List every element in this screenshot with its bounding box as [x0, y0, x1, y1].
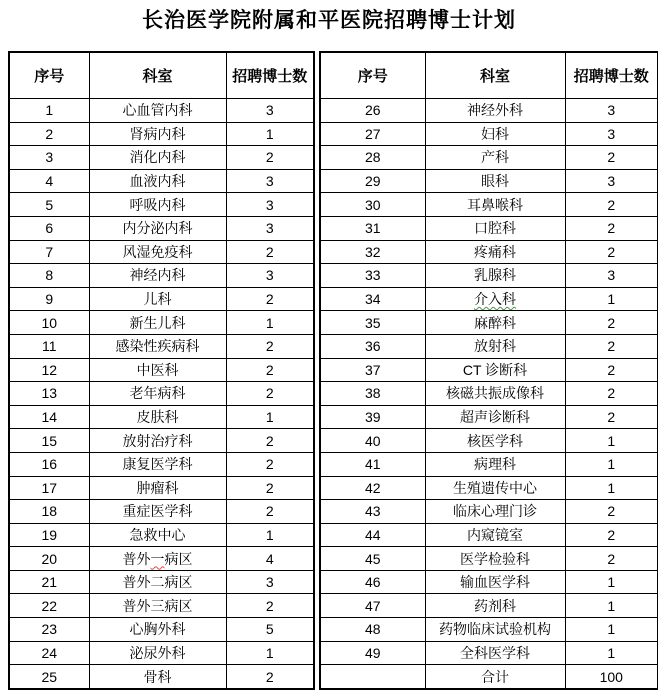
table-row — [9, 523, 314, 547]
department-name: 肿瘤科 — [89, 476, 226, 500]
row-serial-number: 41 — [320, 452, 425, 476]
table-row — [9, 146, 314, 170]
row-serial-number: 47 — [320, 594, 425, 618]
row-serial-number: 38 — [320, 382, 425, 406]
recruit-doctor-count: 2 — [226, 476, 314, 500]
row-serial-number: 16 — [9, 452, 89, 476]
recruit-doctor-count: 1 — [565, 287, 658, 311]
recruit-doctor-count: 2 — [565, 146, 658, 170]
row-serial-number: 15 — [9, 429, 89, 453]
table-row — [320, 547, 658, 571]
header-doctor-count: 招聘博士数 — [226, 52, 314, 99]
department-name: 病理科 — [425, 452, 565, 476]
row-serial-number: 36 — [320, 334, 425, 358]
department-name: 医学检验科 — [425, 547, 565, 571]
recruit-doctor-count: 3 — [226, 169, 314, 193]
table-row — [320, 382, 658, 406]
department-name: 妇科 — [425, 122, 565, 146]
department-name: 血液内科 — [89, 169, 226, 193]
row-serial-number: 13 — [9, 382, 89, 406]
row-serial-number: 24 — [9, 641, 89, 665]
department-name: 生殖遗传中心 — [425, 476, 565, 500]
table-row — [9, 618, 314, 642]
department-name: 消化内科 — [89, 146, 226, 170]
row-serial-number: 35 — [320, 311, 425, 335]
table-row — [9, 240, 314, 264]
table-row — [320, 358, 658, 382]
recruit-doctor-count: 1 — [565, 452, 658, 476]
recruit-doctor-count: 2 — [226, 382, 314, 406]
recruit-doctor-count: 1 — [565, 641, 658, 665]
header-row — [9, 52, 314, 99]
department-name: 普外三病区 — [89, 594, 226, 618]
table-row — [9, 169, 314, 193]
table-row — [320, 665, 658, 689]
row-serial-number: 32 — [320, 240, 425, 264]
recruit-doctor-count: 100 — [565, 665, 658, 689]
department-name: 麻醉科 — [425, 311, 565, 335]
recruit-doctor-count: 1 — [565, 429, 658, 453]
table-row — [320, 311, 658, 335]
department-name: 神经外科 — [425, 99, 565, 123]
department-name: 药剂科 — [425, 594, 565, 618]
department-name: 重症医学科 — [89, 500, 226, 524]
table-row — [320, 216, 658, 240]
recruit-doctor-count: 1 — [226, 311, 314, 335]
row-serial-number: 8 — [9, 264, 89, 288]
row-serial-number: 22 — [9, 594, 89, 618]
recruitment-table-right — [319, 51, 658, 690]
department-name: 药物临床试验机构 — [425, 618, 565, 642]
row-serial-number: 48 — [320, 618, 425, 642]
department-name: 康复医学科 — [89, 452, 226, 476]
department-name: 核磁共振成像科 — [425, 382, 565, 406]
recruit-doctor-count: 2 — [226, 452, 314, 476]
recruit-doctor-count: 2 — [226, 594, 314, 618]
department-name: 心胸外科 — [89, 618, 226, 642]
row-serial-number: 11 — [9, 334, 89, 358]
recruit-doctor-count: 2 — [226, 287, 314, 311]
department-name: 风湿免疫科 — [89, 240, 226, 264]
table-row — [320, 500, 658, 524]
department-name: 合计 — [425, 665, 565, 689]
row-serial-number: 33 — [320, 264, 425, 288]
recruit-doctor-count: 2 — [565, 523, 658, 547]
header-serial-number: 序号 — [320, 52, 425, 99]
table-row — [9, 382, 314, 406]
department-name: 放射治疗科 — [89, 429, 226, 453]
table-row — [320, 122, 658, 146]
recruit-doctor-count: 1 — [226, 641, 314, 665]
row-serial-number: 6 — [9, 216, 89, 240]
department-name: 泌尿外科 — [89, 641, 226, 665]
row-serial-number: 42 — [320, 476, 425, 500]
row-serial-number: 23 — [9, 618, 89, 642]
recruit-doctor-count: 3 — [226, 193, 314, 217]
row-serial-number: 49 — [320, 641, 425, 665]
department-name: 神经内科 — [89, 264, 226, 288]
header-department: 科室 — [89, 52, 226, 99]
row-serial-number: 20 — [9, 547, 89, 571]
department-name: CT 诊断科 — [425, 358, 565, 382]
header-serial-number: 序号 — [9, 52, 89, 99]
row-serial-number: 46 — [320, 570, 425, 594]
department-name: 超声诊断科 — [425, 405, 565, 429]
table-row — [9, 216, 314, 240]
department-name: 普外二病区 — [89, 570, 226, 594]
table-row — [9, 641, 314, 665]
recruit-doctor-count: 3 — [226, 264, 314, 288]
row-serial-number: 5 — [9, 193, 89, 217]
row-serial-number: 31 — [320, 216, 425, 240]
table-row — [9, 570, 314, 594]
recruit-doctor-count: 2 — [565, 500, 658, 524]
table-row — [9, 193, 314, 217]
table-row — [9, 476, 314, 500]
row-serial-number: 3 — [9, 146, 89, 170]
row-serial-number: 26 — [320, 99, 425, 123]
recruit-doctor-count: 1 — [565, 570, 658, 594]
table-row — [320, 334, 658, 358]
department-name: 临床心理门诊 — [425, 500, 565, 524]
recruit-doctor-count: 5 — [226, 618, 314, 642]
table-row — [320, 618, 658, 642]
recruit-doctor-count: 2 — [226, 240, 314, 264]
table-row — [320, 523, 658, 547]
row-serial-number: 30 — [320, 193, 425, 217]
recruit-doctor-count: 3 — [565, 122, 658, 146]
table-row — [9, 547, 314, 571]
recruit-doctor-count: 2 — [226, 358, 314, 382]
table-row — [320, 193, 658, 217]
row-serial-number: 9 — [9, 287, 89, 311]
table-row — [320, 641, 658, 665]
department-name: 眼科 — [425, 169, 565, 193]
row-serial-number: 27 — [320, 122, 425, 146]
department-name: 输血医学科 — [425, 570, 565, 594]
header-department: 科室 — [425, 52, 565, 99]
table-row — [320, 264, 658, 288]
recruit-doctor-count: 2 — [565, 193, 658, 217]
table-row — [320, 146, 658, 170]
department-name: 中医科 — [89, 358, 226, 382]
table-row — [9, 500, 314, 524]
table-row — [320, 405, 658, 429]
table-row — [320, 452, 658, 476]
table-row — [9, 429, 314, 453]
table-row — [320, 476, 658, 500]
department-name: 感染性疾病科 — [89, 334, 226, 358]
recruit-doctor-count: 1 — [565, 618, 658, 642]
row-serial-number: 37 — [320, 358, 425, 382]
header-row — [320, 52, 658, 99]
row-serial-number: 28 — [320, 146, 425, 170]
department-name: 全科医学科 — [425, 641, 565, 665]
recruit-doctor-count: 2 — [565, 547, 658, 571]
row-serial-number: 34 — [320, 287, 425, 311]
table-row — [9, 594, 314, 618]
recruitment-table-left — [8, 51, 315, 690]
department-name: 普外一病区 — [89, 547, 226, 571]
table-row — [9, 358, 314, 382]
row-serial-number: 10 — [9, 311, 89, 335]
recruit-doctor-count: 2 — [226, 429, 314, 453]
table-row — [9, 122, 314, 146]
table-row — [9, 99, 314, 123]
table-row — [9, 665, 314, 689]
recruit-doctor-count: 1 — [226, 122, 314, 146]
department-name: 心血管内科 — [89, 99, 226, 123]
recruit-doctor-count: 3 — [226, 99, 314, 123]
department-name: 儿科 — [89, 287, 226, 311]
row-serial-number: 40 — [320, 429, 425, 453]
recruit-doctor-count: 1 — [226, 523, 314, 547]
row-serial-number: 25 — [9, 665, 89, 689]
table-row — [9, 287, 314, 311]
header-doctor-count: 招聘博士数 — [565, 52, 658, 99]
recruit-doctor-count: 3 — [226, 570, 314, 594]
table-row — [9, 264, 314, 288]
table-row — [320, 99, 658, 123]
recruit-doctor-count: 1 — [565, 476, 658, 500]
row-serial-number: 39 — [320, 405, 425, 429]
table-row — [9, 452, 314, 476]
recruit-doctor-count: 2 — [565, 334, 658, 358]
spellcheck-underline: 介入科 — [474, 291, 516, 308]
recruit-doctor-count: 2 — [565, 216, 658, 240]
recruit-doctor-count: 2 — [226, 334, 314, 358]
row-serial-number: 7 — [9, 240, 89, 264]
recruit-doctor-count: 1 — [565, 594, 658, 618]
department-name: 口腔科 — [425, 216, 565, 240]
row-serial-number: 1 — [9, 99, 89, 123]
recruit-doctor-count: 2 — [226, 665, 314, 689]
table-row — [320, 570, 658, 594]
department-name: 内窥镜室 — [425, 523, 565, 547]
page-title: 长治医学院附属和平医院招聘博士计划 — [142, 9, 516, 32]
recruit-doctor-count: 3 — [226, 216, 314, 240]
department-name: 疼痛科 — [425, 240, 565, 264]
department-name: 放射科 — [425, 334, 565, 358]
row-serial-number: 12 — [9, 358, 89, 382]
department-name — [425, 287, 565, 311]
table-row — [320, 240, 658, 264]
recruit-doctor-count: 2 — [565, 358, 658, 382]
row-serial-number: 4 — [9, 169, 89, 193]
department-name: 皮肤科 — [89, 405, 226, 429]
table-row — [320, 594, 658, 618]
department-name: 肾病内科 — [89, 122, 226, 146]
recruit-doctor-count: 2 — [565, 240, 658, 264]
department-name: 内分泌内科 — [89, 216, 226, 240]
department-name: 新生儿科 — [89, 311, 226, 335]
row-serial-number: 18 — [9, 500, 89, 524]
table-row — [320, 169, 658, 193]
department-name: 产科 — [425, 146, 565, 170]
tables-container — [8, 51, 658, 690]
recruit-doctor-count: 2 — [565, 311, 658, 335]
row-serial-number: 19 — [9, 523, 89, 547]
recruit-doctor-count: 2 — [565, 405, 658, 429]
department-name: 耳鼻喉科 — [425, 193, 565, 217]
recruit-doctor-count: 4 — [226, 547, 314, 571]
recruit-doctor-count: 2 — [565, 382, 658, 406]
row-serial-number: 14 — [9, 405, 89, 429]
department-name: 老年病科 — [89, 382, 226, 406]
row-serial-number: 45 — [320, 547, 425, 571]
recruit-doctor-count: 3 — [565, 264, 658, 288]
row-serial-number: 29 — [320, 169, 425, 193]
recruit-doctor-count: 2 — [226, 146, 314, 170]
row-serial-number: 2 — [9, 122, 89, 146]
department-name: 核医学科 — [425, 429, 565, 453]
recruit-doctor-count: 3 — [565, 99, 658, 123]
table-row — [9, 405, 314, 429]
department-name: 乳腺科 — [425, 264, 565, 288]
spellcheck-underline: 一 — [150, 550, 165, 567]
row-serial-number: 43 — [320, 500, 425, 524]
table-row — [320, 429, 658, 453]
table-row — [320, 287, 658, 311]
row-serial-number: 21 — [9, 570, 89, 594]
department-name: 骨科 — [89, 665, 226, 689]
recruit-doctor-count: 1 — [226, 405, 314, 429]
department-name: 急救中心 — [89, 523, 226, 547]
table-row — [9, 311, 314, 335]
recruit-doctor-count: 2 — [226, 500, 314, 524]
table-row — [9, 334, 314, 358]
recruit-doctor-count: 3 — [565, 169, 658, 193]
department-name: 呼吸内科 — [89, 193, 226, 217]
row-serial-number — [320, 665, 425, 689]
row-serial-number: 17 — [9, 476, 89, 500]
row-serial-number: 44 — [320, 523, 425, 547]
